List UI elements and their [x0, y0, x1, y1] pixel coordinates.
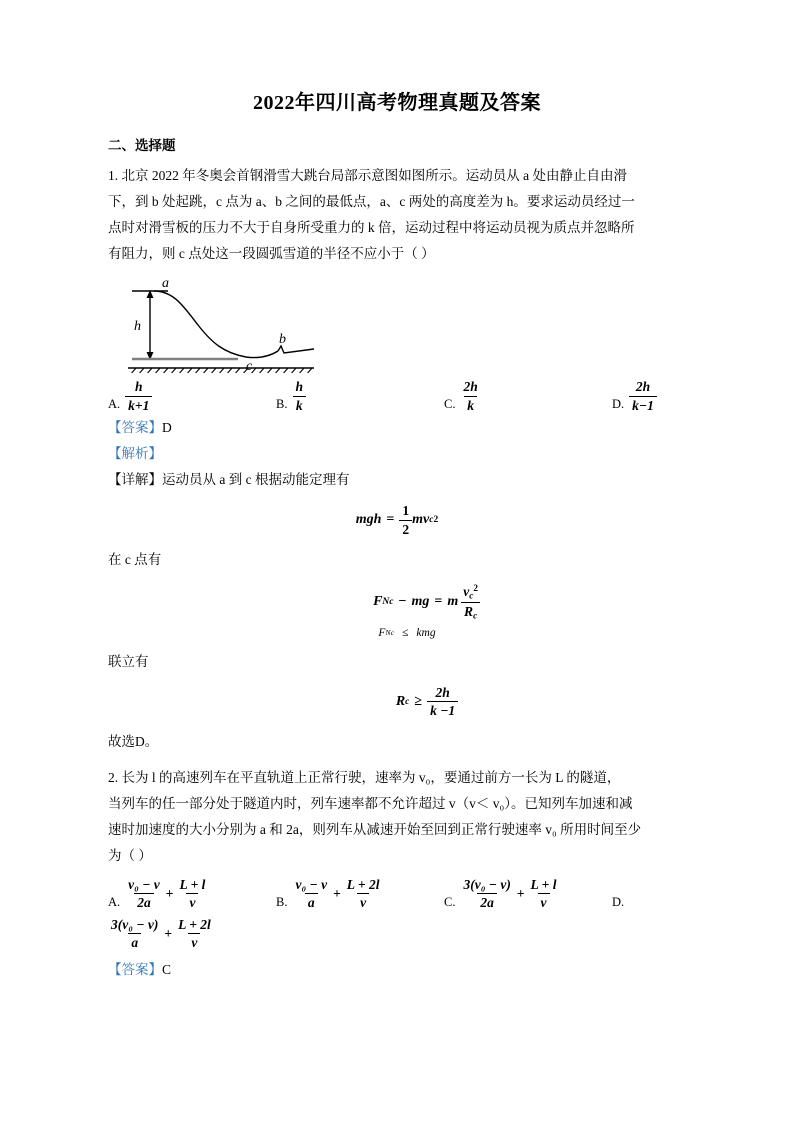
question-2-line-1 [108, 765, 686, 791]
equation-2-den-sub: c [473, 610, 478, 621]
figure-label-b: b [279, 332, 286, 347]
question-2-number: 2. [108, 769, 119, 785]
page-title: 2022年四川高考物理真题及答案 [253, 92, 541, 114]
ski-jump-figure [108, 273, 686, 373]
q2-option-a-fraction-1 [125, 877, 163, 911]
figure-label-a: a [162, 276, 169, 291]
option-a-numerator: h [135, 379, 143, 394]
q2-option-b-den-2: v [357, 893, 369, 911]
equation-4-operator: ≥ [414, 693, 423, 709]
question-2-options-row-2 [108, 917, 686, 951]
q2-option-b-fraction-2 [344, 877, 383, 911]
equation-4-fraction [427, 685, 458, 719]
equation-4-numerator: 2h [435, 684, 450, 700]
equation-2-force-sub: Nc [382, 596, 394, 607]
equation-1 [356, 503, 439, 537]
equation-3 [378, 627, 435, 639]
question-2-text-1: 长为 l 的高速列车在平直轨道上正常行驶，速率为 v₀，要通过前方一长为 L 的隧道， [121, 769, 621, 785]
question-2-line-2: 当列车的任一部分处于隧道内时，列车速率都不允许超过 v（v＜ v₀）。已知列车加速和减 [108, 795, 633, 811]
document-content [108, 88, 686, 983]
option-c-label: C. [444, 397, 456, 412]
q2-option-c-label: C. [444, 894, 456, 909]
equation-1-rhs: mv [412, 512, 430, 528]
answer-tag: 【答案】 [108, 420, 162, 436]
q2-option-c-den-1: 2a [477, 893, 497, 911]
option-b-denominator: k [293, 396, 306, 414]
equation-1-lhs: mgh [355, 512, 382, 528]
q2-option-b-den-1: a [305, 893, 318, 911]
question-2-line-3: 速时加速度的大小分别为 a 和 2a，则列车从减速开始至回到正常行驶速率 v₀ 所用时间至少 [108, 821, 642, 837]
q2-option-a-den-1: 2a [134, 893, 154, 911]
equation-1-numerator: 1 [402, 503, 410, 519]
question-1-options [108, 379, 686, 413]
question-2-answer-line [108, 957, 686, 983]
q2-option-b-num-2: L + 2l [346, 876, 380, 892]
q2-option-a-fraction-2 [176, 877, 208, 911]
option-a-denominator: k+1 [125, 396, 152, 414]
question-1-step3-text: 联立有 [108, 653, 149, 669]
equation-2-fraction [460, 583, 481, 621]
q2-option-d-fraction-2 [175, 917, 214, 951]
equation-1-rhs-sup: 2 [433, 515, 439, 526]
question-1-option-b[interactable] [276, 379, 444, 413]
question-2-option-c[interactable] [444, 877, 612, 911]
section-heading: 二、选择题 [108, 138, 176, 153]
equation-4-radius-sub: c [405, 696, 410, 707]
q2-option-c-fraction-2 [528, 877, 560, 911]
equation-4-denominator: k −1 [427, 701, 458, 719]
option-b-fraction [292, 379, 306, 413]
equation-3-wrapper [108, 627, 686, 639]
analysis-tag: 【解析】 [108, 446, 162, 462]
q2-option-a-label: A. [108, 894, 121, 909]
q2-option-c-plus: + [516, 885, 525, 901]
option-c-fraction [460, 379, 480, 413]
equation-2-num: v [463, 584, 470, 600]
question-2-option-a[interactable] [108, 877, 276, 911]
q2-option-d-den-1: a [128, 933, 141, 951]
equation-3-force: F [378, 626, 386, 639]
question-2-block [108, 765, 686, 983]
q2-option-d-num-1: 3(v₀ − v) [111, 916, 159, 932]
option-a-fraction [125, 379, 152, 413]
q2-option-a-num-2: L + l [179, 876, 206, 892]
equation-2-minus: − [398, 593, 407, 609]
figure-label-h: h [134, 319, 141, 334]
question-1-detail-line [108, 467, 686, 493]
detail-text: 运动员从 a 到 c 根据动能定理有 [162, 472, 350, 488]
question-1-text-1: 北京 2022 年冬奥会首钢滑雪大跳台局部示意图如图所示。运动员从 a 处由静止自由滑 [121, 168, 627, 183]
equation-2 [373, 583, 481, 621]
question-1-step2-text: 在 c 点有 [108, 552, 162, 568]
equation-2-equals: = [434, 593, 443, 609]
option-d-denominator: k−1 [629, 396, 657, 414]
q2-option-c-num-1: 3(v₀ − v) [463, 876, 511, 892]
q2-option-b-plus: + [333, 885, 341, 901]
q2-answer-tag: 【答案】 [108, 961, 162, 977]
equation-2-mass: m [447, 593, 459, 609]
q2-option-b-num-1: v₀ − v [295, 876, 328, 892]
equation-4 [396, 685, 458, 719]
equation-4-wrapper [108, 685, 686, 719]
q2-option-a-num-1: v₀ − v [128, 876, 160, 892]
q2-option-c-num-2: L + l [530, 876, 557, 892]
question-1-option-c[interactable] [444, 379, 612, 413]
q2-option-b-fraction-1 [292, 877, 330, 911]
q2-option-d-label: D. [612, 894, 625, 909]
q2-option-b-label: B. [276, 894, 288, 909]
question-1-line-1 [108, 163, 686, 189]
equation-1-operator: = [386, 512, 395, 528]
q2-option-d-num-2: L + 2l [178, 916, 211, 932]
equation-2-num-sup: 2 [473, 583, 478, 594]
equation-2-num-sub: c [469, 590, 474, 601]
option-d-label: D. [612, 397, 625, 412]
figure-label-c: c [246, 359, 253, 373]
equation-1-rhs-sub: c [429, 515, 434, 526]
question-1-conclusion: 故选D。 [108, 733, 159, 749]
equation-2-force: F [373, 593, 383, 609]
q2-option-a-plus: + [165, 885, 174, 901]
q2-option-a-den-2: v [186, 893, 198, 911]
option-d-numerator: 2h [635, 379, 651, 394]
question-1-line-2: 下，到 b 处起跳，c 点为 a、b 之间的最低点，a、c 两处的高度差为 h。要求运动员经过一 [108, 194, 635, 209]
equation-3-force-sub: Nc [385, 628, 395, 638]
equation-1-denominator: 2 [399, 520, 412, 538]
question-2-option-d-label-holder[interactable] [612, 895, 629, 911]
question-2-option-d[interactable] [108, 917, 214, 951]
equation-4-radius: R [395, 693, 406, 709]
option-b-numerator: h [295, 379, 303, 394]
equation-2-den: R [464, 603, 474, 619]
equation-1-wrapper [108, 503, 686, 537]
equation-2-num-wrap [460, 583, 481, 602]
question-1-answer-line [108, 415, 686, 441]
answer-value: D [162, 420, 172, 436]
detail-tag: 【详解】 [108, 472, 162, 488]
q2-option-c-den-2: v [538, 893, 550, 911]
question-1-number: 1. [108, 168, 119, 183]
equation-3-rhs: kmg [416, 626, 436, 639]
question-2-line-4: 为（ ） [108, 847, 152, 863]
q2-option-d-fraction-1 [108, 917, 161, 951]
question-2-options-row-1 [108, 877, 686, 911]
equation-2-den-wrap [461, 602, 480, 621]
option-d-fraction [629, 379, 657, 413]
q2-option-d-den-2: v [188, 933, 200, 951]
question-2-option-b[interactable] [276, 877, 444, 911]
equation-2-wrapper [108, 583, 686, 621]
question-1-line-4: 有阻力，则 c 点处这一段圆弧雪道的半径不应小于（ ） [108, 246, 435, 261]
ski-jump-diagram [118, 273, 348, 373]
question-1-option-d[interactable] [612, 379, 657, 413]
option-c-numerator: 2h [463, 379, 478, 394]
q2-option-c-fraction-1 [460, 877, 513, 911]
option-b-label: B. [276, 397, 288, 412]
option-a-label: A. [108, 397, 121, 412]
equation-1-half-fraction [399, 503, 412, 537]
equation-2-mg: mg [411, 593, 430, 609]
option-c-denominator: k [464, 396, 477, 414]
question-1-block [108, 163, 686, 755]
equation-3-operator: ≤ [402, 626, 409, 639]
q2-option-d-plus: + [164, 925, 173, 941]
question-1-line-3: 点时对滑雪板的压力不大于自身所受重力的 k 倍，运动过程中将运动员视为质点并忽略所 [108, 220, 635, 235]
q2-answer-value: C [162, 961, 172, 977]
question-1-option-a[interactable] [108, 379, 276, 413]
